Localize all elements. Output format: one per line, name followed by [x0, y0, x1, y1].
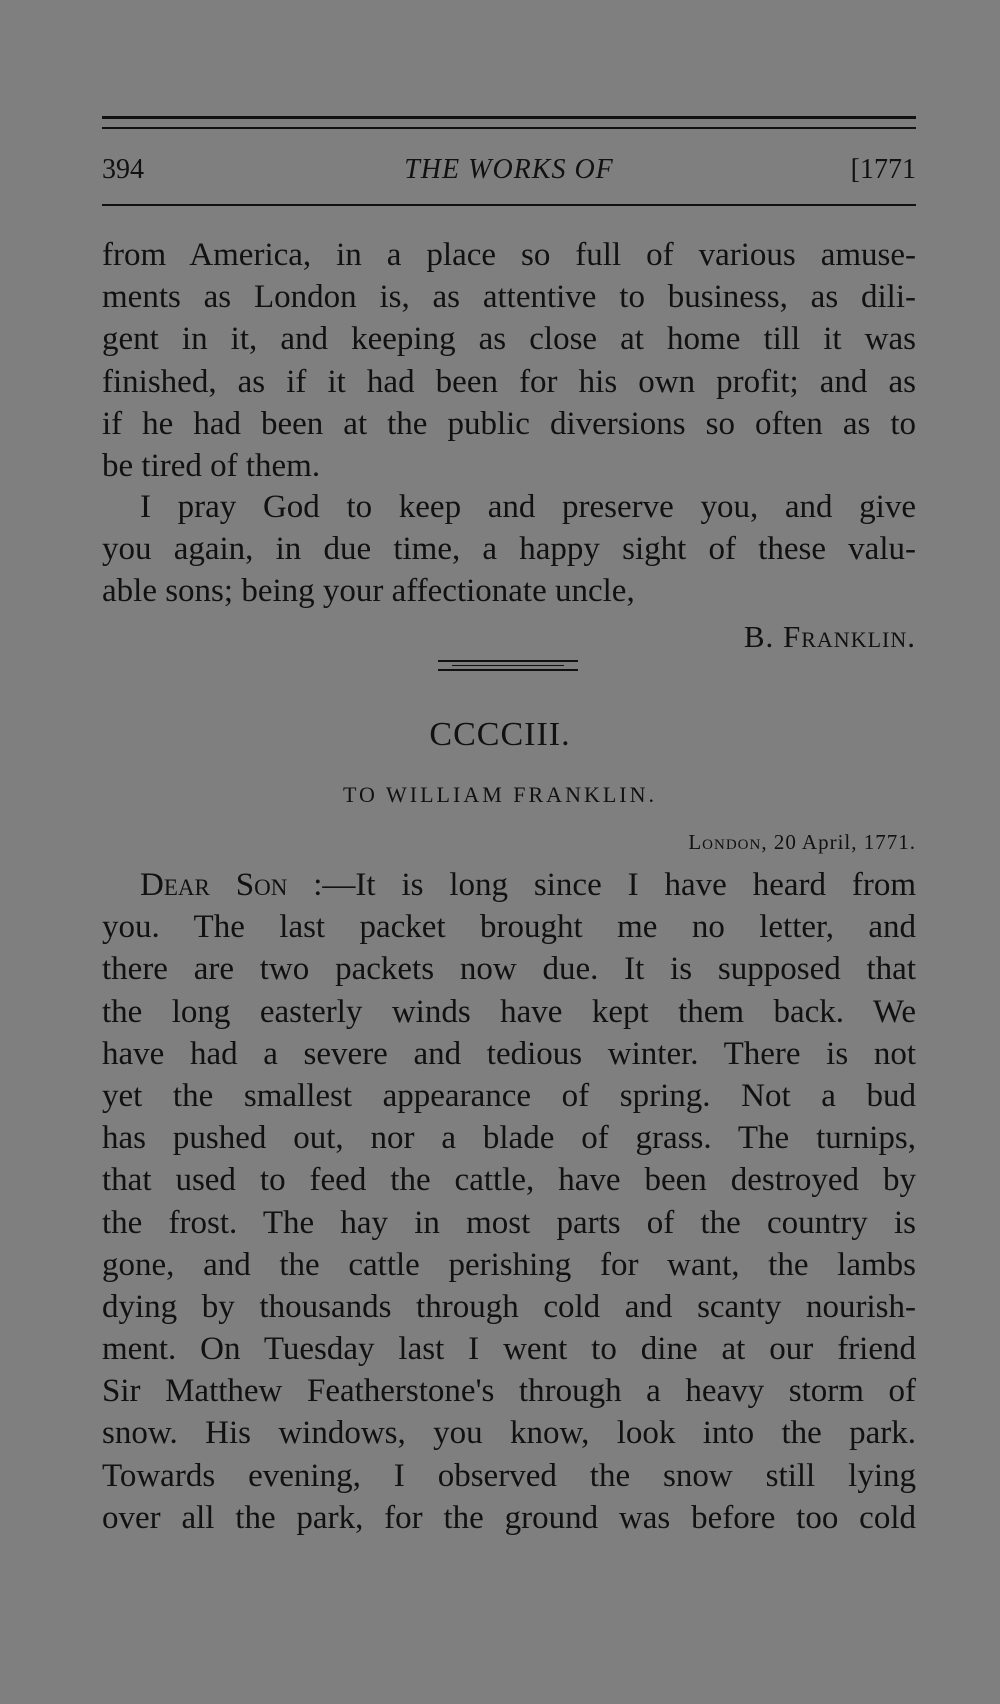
signature: B. Franklin. — [743, 619, 916, 654]
text-line: Sir Matthew Featherstone's through a heavy storm of — [102, 1373, 916, 1410]
letter-number: CCCCIII. — [429, 716, 571, 753]
text-line: there are two packets now due. It is supposed that — [102, 951, 916, 988]
letter-dateline — [688, 830, 916, 855]
header-rule — [102, 204, 916, 206]
text-line: snow. His windows, you know, look into the park. — [102, 1415, 916, 1452]
first-line-text: It is long since I have heard from — [355, 867, 917, 903]
text-line: be tired of them. — [102, 447, 321, 484]
text-line: finished, as if it had been for his own profit; and as — [102, 363, 916, 400]
text-line-salutation — [102, 864, 916, 906]
text-line: the frost. The hay in most parts of the country is — [102, 1204, 916, 1241]
section-divider-rule — [452, 665, 564, 666]
text-line: if he had been at the public diversions so often as to — [102, 405, 916, 442]
paragraph-closing — [102, 486, 916, 613]
year-marker: [1771 — [850, 154, 916, 185]
text-line: ment. On Tuesday last I went to dine at our friend — [102, 1331, 916, 1368]
text-line: dying by thousands through cold and scanty nourish- — [102, 1288, 916, 1325]
section-divider-rule — [438, 660, 578, 662]
salutation: Dear Son — [140, 867, 288, 903]
text-line: over all the park, for the ground was before too cold — [102, 1499, 916, 1536]
text-line: ments as London is, as attentive to business, as dili- — [102, 279, 916, 316]
text-line: you. The last packet brought me no letter, and — [102, 909, 916, 946]
text-line: able sons; being your affectionate uncle, — [102, 573, 635, 610]
text-line: Towards evening, I observed the snow still lying — [102, 1457, 916, 1494]
text-line: gone, and the cattle perishing for want, the lambs — [102, 1246, 916, 1283]
letter-addressee: TO WILLIAM FRANKLIN. — [343, 782, 657, 807]
dateline-place: London, — [688, 830, 768, 854]
dateline-date: 20 April, 1771. — [773, 830, 916, 854]
text-line: from America, in a place so full of various amuse- — [102, 237, 916, 273]
text-line: you again, in due time, a happy sight of these valu- — [102, 531, 916, 568]
text-line: I pray God to keep and preserve you, and give — [140, 489, 916, 525]
text-line: that used to feed the cattle, have been destroyed by — [102, 1162, 916, 1199]
text-line: yet the smallest appearance of spring. Not a bud — [102, 1077, 916, 1114]
running-head — [102, 150, 916, 190]
page-number: 394 — [102, 154, 144, 185]
paragraph-continuation — [102, 234, 916, 487]
top-double-rule-upper — [102, 116, 916, 119]
text-line: has pushed out, nor a blade of grass. The turnips, — [102, 1120, 916, 1157]
text-line: have had a severe and tedious winter. There is not — [102, 1035, 916, 1072]
top-double-rule-lower — [102, 127, 916, 129]
letter-body — [102, 864, 916, 1539]
salutation-punct: :— — [313, 867, 356, 903]
section-divider-rule — [438, 669, 578, 671]
text-line: the long easterly winds have kept them back. We — [102, 993, 916, 1030]
running-title: THE WORKS OF — [404, 154, 614, 185]
text-line: gent in it, and keeping as close at home till it was — [102, 321, 916, 358]
